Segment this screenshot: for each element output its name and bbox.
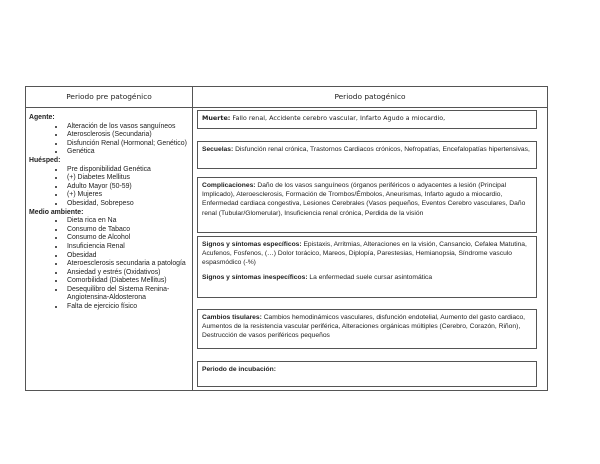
pre-pathogenic-column bbox=[29, 114, 189, 312]
natural-history-table bbox=[25, 86, 548, 391]
huesped-list bbox=[29, 166, 189, 209]
complicaciones-label: Complicaciones: bbox=[202, 182, 256, 189]
incubacion-box bbox=[197, 361, 537, 387]
list-item: • (+) Mujeres bbox=[65, 191, 189, 200]
cambios-tisulares-box bbox=[197, 309, 537, 349]
especificos-label: Signos y síntomas específicos: bbox=[202, 241, 302, 248]
list-item: • Consumo de Tabaco bbox=[65, 226, 189, 235]
medio-ambiente-list bbox=[29, 217, 189, 312]
complicaciones-box bbox=[197, 177, 537, 233]
inespecificos-text: La enfermedad suele cursar asintomática bbox=[307, 273, 433, 281]
list-item: • Ateroesclerosis secundaria a patología bbox=[65, 260, 189, 269]
secuelas-text: Disfunción renal crónica, Trastornos Cardiacos crónicos, Nefropatías, Encefalopatías hipertensivas, bbox=[233, 146, 530, 153]
list-item: • Dieta rica en Na bbox=[65, 217, 189, 226]
list-item: • Aterosclerosis (Secundaria) bbox=[65, 131, 189, 140]
complicaciones-text: Daño de los vasos sanguíneos (órganos periféricos o adyacentes a lesión (Principal Implicado), Ateroesclerosis, Formación de Trombos/Émbolos, Aneurismas, Infarto agudo a miocardio, Enfermedad cardiaca congestiva, Lesiones Cerebrales (Vasos pequeños, Eventos Cerebro vasculares, Daño renal (Tubular/Glomerular), Insuficiencia renal crónica, Perdida de la visión bbox=[202, 182, 526, 217]
column-divider bbox=[192, 87, 193, 390]
list-item: • Alteración de los vasos sanguíneos bbox=[65, 123, 189, 132]
list-item: • Comorbilidad (Diabetes Mellitus) bbox=[65, 277, 189, 286]
list-item: • (+) Diabetes Mellitus bbox=[65, 174, 189, 183]
section-title-huesped: Huésped: bbox=[29, 156, 61, 164]
inespecificos-label: Signos y síntomas inespecíficos: bbox=[202, 273, 308, 281]
list-item: • Adulto Mayor (50-59) bbox=[65, 183, 189, 192]
tisulares-label: Cambios tisulares: bbox=[202, 314, 262, 321]
header-pathogenic: Periodo patogénico bbox=[334, 92, 406, 101]
header-pre-pathogenic: Periodo pre patogénico bbox=[66, 92, 152, 101]
list-item: • Obesidad bbox=[65, 252, 189, 261]
especificos-text: Epistaxis, Arritmias, Alteraciones en la visión, Cansancio, Cefalea Matutina, Acufenos, Fosfenos, (…) Dolor torácico, Mareos, Diplopía, Parestesias, Hemianopsia, Síndrome vasculo espasmódico (-%) bbox=[202, 241, 527, 267]
muerte-box bbox=[197, 110, 537, 129]
list-item: • Consumo de Alcohol bbox=[65, 234, 189, 243]
section-title-medio-ambiente: Medio ambiente: bbox=[29, 208, 84, 216]
list-item: • Obesidad, Sobrepeso bbox=[65, 200, 189, 209]
list-item: • Pre disponibilidad Genética bbox=[65, 166, 189, 175]
list-item: • Falta de ejercicio físico bbox=[65, 303, 189, 312]
list-item: • Disfunción Renal (Hormonal; Genético) bbox=[65, 140, 189, 149]
list-item: • Genética bbox=[65, 148, 189, 157]
agente-list bbox=[29, 123, 189, 157]
tisulares-text: Cambios hemodinámicos vasculares, disfunción endotelial, Aumento del gasto cardiaco, Aumentos de la resistencia vascular periférica, Alteraciones orgánicas múltiples (Cerebro, Corazón, Riñon), Destrucción de vasos periféricos pequeños bbox=[202, 314, 526, 340]
incubacion-label: Periodo de incubación: bbox=[202, 366, 276, 373]
secuelas-box bbox=[197, 141, 537, 169]
list-item: • Ansiedad y estrés (Oxidativos) bbox=[65, 269, 189, 278]
list-item: • Desequilibro del Sistema Renina-Angiotensina-Aldosterona bbox=[65, 286, 189, 303]
section-title-agente: Agente: bbox=[29, 114, 55, 121]
secuelas-label: Secuelas: bbox=[202, 146, 234, 153]
list-item: • Insuficiencia Renal bbox=[65, 243, 189, 252]
header-divider bbox=[26, 107, 547, 108]
muerte-text: Fallo renal, Accidente cerebro vascular, Infarto Agudo a miocardio, bbox=[230, 114, 446, 122]
signos-sintomas-box bbox=[197, 236, 537, 298]
muerte-label: Muerte: bbox=[202, 114, 231, 122]
